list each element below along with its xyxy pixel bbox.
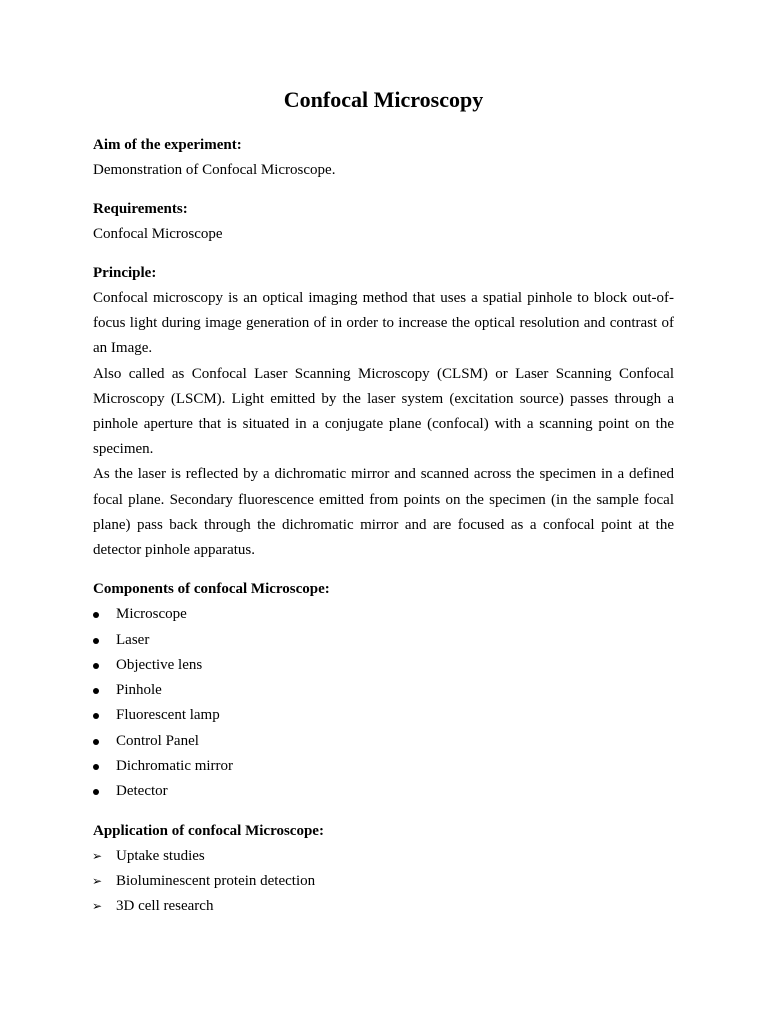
list-item [93,894,674,919]
list-item [93,754,674,779]
components-heading: Components of confocal Microscope: [93,581,330,598]
bullet-dot-icon [93,612,99,618]
list-item-label: 3D cell research [116,898,214,915]
list-item [93,602,674,627]
list-item [93,653,674,678]
list-item [93,678,674,703]
list-item-label: Pinhole [116,682,162,699]
bullet-dot-icon [93,688,99,694]
bullet-dot-icon [93,764,99,770]
principle-paragraph: Confocal microscopy is an optical imaging method that uses a spatial pinhole to block out-of-focus light during image generation of in order to increase the optical resolution and contrast of an Image. [93,290,674,357]
list-item-label: Detector [116,783,168,800]
list-item [93,703,674,728]
applications-list [93,844,674,920]
principle-heading: Principle: [93,265,157,281]
list-item-label: Fluorescent lamp [116,707,220,724]
bullet-dot-icon [93,739,99,745]
list-item-label: Objective lens [116,656,203,673]
list-item-label: Laser [116,631,150,648]
bullet-dot-icon [93,713,99,719]
list-item-label: Bioluminescent protein detection [116,872,316,889]
aim-section [93,133,674,183]
list-item-label: Microscope [116,606,187,623]
bullet-dot-icon [93,663,99,669]
page-title: Confocal Microscopy [283,87,484,112]
bullet-dot-icon [93,789,99,795]
document-page [93,86,674,934]
principle-paragraph: Also called as Confocal Laser Scanning Microscopy (CLSM) or Laser Scanning Confocal Microscopy (LSCM). Light emitted by the laser system (excitation source) passes through a pinhole aperture that is situated in a conjugate plane (confocal) with a scanning point on the specimen. [93,365,674,458]
list-item-label: Dichromatic mirror [116,758,234,775]
list-item [93,729,674,754]
applications-section [93,819,674,920]
arrow-bullet-icon: ➢ [92,899,103,914]
arrow-bullet-icon: ➢ [92,848,103,863]
list-item-label: Control Panel [116,732,199,749]
components-section [93,577,674,804]
components-list [93,602,674,804]
requirements-text: Confocal Microscope [93,226,223,242]
requirements-heading: Requirements: [93,201,188,217]
bullet-dot-icon [93,638,99,644]
principle-section [93,261,674,563]
list-item [93,869,674,894]
principle-paragraph: As the laser is reflected by a dichromatic mirror and scanned across the specimen in a defined focal plane. Secondary fluorescence emitted from points on the specimen (in the sample focal plane) pass back through the dichromatic mirror and are focused as a confocal point at the detector pinhole apparatus. [93,466,674,559]
list-item [93,844,674,869]
arrow-bullet-icon: ➢ [92,873,103,888]
aim-heading: Aim of the experiment: [93,137,242,153]
list-item [93,779,674,804]
aim-text: Demonstration of Confocal Microscope. [93,162,336,178]
list-item [93,628,674,653]
list-item-label: Uptake studies [116,847,205,864]
requirements-section [93,197,674,247]
applications-heading: Application of confocal Microscope: [93,822,324,839]
